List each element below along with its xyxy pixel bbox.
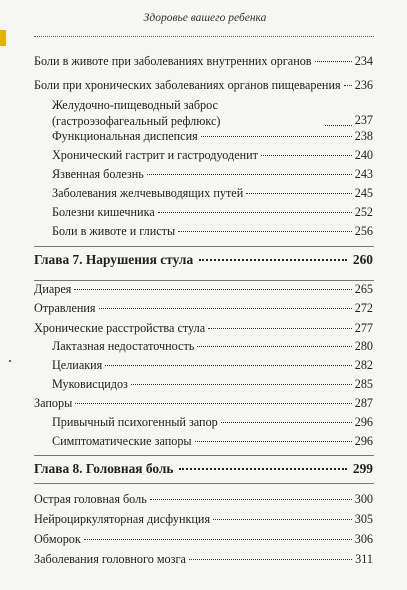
toc-entry-title: Привычный психогенный запор [52, 415, 218, 429]
leader-dots [99, 308, 352, 309]
toc-entry-title: Острая головная боль [34, 492, 147, 506]
toc-entry-page: 306 [354, 532, 373, 546]
leader-dots [179, 468, 346, 470]
toc-entry-title: Целиакия [52, 358, 103, 372]
toc-entry [34, 510, 373, 528]
leader-dots [105, 365, 351, 366]
toc-entry-title: Обморок [34, 532, 81, 546]
toc-entry-title: Язвенная болезнь [52, 167, 144, 181]
leader-dots [344, 85, 352, 86]
toc-entry-title: Желудочно-пищеводный заброс (гастроэзофагеальный рефлюкс) [52, 98, 221, 128]
toc-entry [34, 299, 373, 317]
toc-entry [34, 394, 373, 412]
leader-dots [261, 155, 352, 156]
leader-dots [158, 212, 352, 213]
toc-entry-page: 305 [354, 512, 373, 526]
toc-entry-page: 237 [354, 113, 373, 127]
toc-entry [52, 146, 373, 164]
toc-entry-title: Боли при хронических заболеваниях органов пищеварения [34, 78, 341, 92]
margin-tab [0, 30, 6, 46]
toc-entry [52, 222, 373, 240]
toc-entry-page: 300 [354, 492, 373, 506]
leader-dots [178, 231, 352, 232]
toc-entry-title: Диарея [34, 282, 72, 296]
chapter-divider-top [34, 455, 374, 456]
leader-dots [315, 61, 352, 62]
toc-entry [34, 52, 373, 70]
toc-entry [34, 530, 373, 548]
chapter-divider-bottom [34, 280, 374, 281]
toc-entry-page: 311 [355, 552, 373, 566]
toc-entry-page: 234 [354, 54, 373, 68]
toc-entry-page: 240 [354, 148, 373, 162]
toc-entry-page: 277 [354, 321, 373, 335]
leader-dots [131, 384, 352, 385]
toc-entry-page: 245 [354, 186, 373, 200]
toc-entry-title: Заболевания желчевыводящих путей [52, 186, 244, 200]
toc-entry-title: Симптоматические запоры [52, 434, 192, 448]
toc-entry-title: Муковисцидоз [52, 377, 128, 391]
leader-dots [147, 174, 352, 175]
toc-entry [52, 337, 373, 355]
toc-entry-title: Заболевания головного мозга [34, 552, 186, 566]
toc-entry [52, 432, 373, 450]
toc-entry [52, 203, 373, 221]
chapter-divider-top [34, 246, 374, 247]
toc-entry-page: 265 [354, 282, 373, 296]
toc-entry-page: 296 [354, 415, 373, 429]
toc-entry-page: 256 [354, 224, 373, 238]
toc-entry-page: 280 [354, 339, 373, 353]
toc-entry-title: Лактазная недостаточность [52, 339, 195, 353]
toc-entry [52, 413, 373, 431]
toc-entry-title: Отравления [34, 301, 96, 315]
toc-entry [52, 375, 373, 393]
leader-dots [189, 559, 352, 560]
header-rule [34, 36, 374, 37]
toc-entry [34, 280, 373, 298]
toc-chapter [34, 251, 373, 269]
leader-dots [208, 328, 352, 329]
toc-entry-page: 243 [354, 167, 373, 181]
toc-entry [34, 76, 373, 94]
toc-entry-page: 236 [354, 78, 373, 92]
toc-entry-title: Нейроциркуляторная дисфункция [34, 512, 211, 526]
toc-entry-page: 287 [354, 396, 373, 410]
leader-dots [221, 422, 352, 423]
toc-entry-title: Хронические расстройства стула [34, 321, 206, 335]
toc-entry [52, 127, 373, 145]
toc-entry-page: 260 [352, 252, 373, 267]
page-header-title: Здоровье вашего ребенка [143, 12, 267, 24]
toc-entry-page: 299 [352, 461, 373, 476]
leader-dots [325, 125, 352, 126]
leader-dots [246, 193, 352, 194]
toc-entry-title: Боли в животе при заболеваниях внутренних органов [34, 54, 312, 68]
leader-dots [150, 499, 352, 500]
leader-dots [197, 346, 351, 347]
leader-dots [199, 259, 347, 261]
toc-entry [52, 356, 373, 374]
toc-entry-title: Хронический гастрит и гастродуоденит [52, 148, 258, 162]
toc-entry [52, 184, 373, 202]
leader-dots [213, 519, 352, 520]
leader-dots [75, 403, 351, 404]
toc-chapter [34, 460, 373, 478]
margin-dot [9, 360, 11, 362]
toc-entry-title: Болезни кишечника [52, 205, 155, 219]
leader-dots [84, 539, 352, 540]
toc-entry [34, 319, 373, 337]
toc-entry [52, 165, 373, 183]
toc-entry-title: Глава 7. Нарушения стула [34, 252, 194, 267]
chapter-divider-bottom [34, 483, 374, 484]
leader-dots [195, 441, 352, 442]
toc-entry-page: 252 [354, 205, 373, 219]
toc-entry-page: 285 [354, 377, 373, 391]
toc-entry-title: Глава 8. Головная боль [34, 461, 174, 476]
toc-entry-page: 282 [354, 358, 373, 372]
leader-dots [74, 289, 351, 290]
toc-entry-page: 272 [354, 301, 373, 315]
toc-entry [52, 95, 373, 129]
toc-entry-page: 296 [354, 434, 373, 448]
toc-entry [34, 550, 373, 568]
toc-entry [34, 490, 373, 508]
toc-entry-title: Боли в животе и глисты [52, 224, 176, 238]
toc-entry-title: Запоры [34, 396, 73, 410]
toc-entry-title: Функциональная диспепсия [52, 129, 198, 143]
leader-dots [201, 136, 352, 137]
toc-entry-page: 238 [354, 129, 373, 143]
